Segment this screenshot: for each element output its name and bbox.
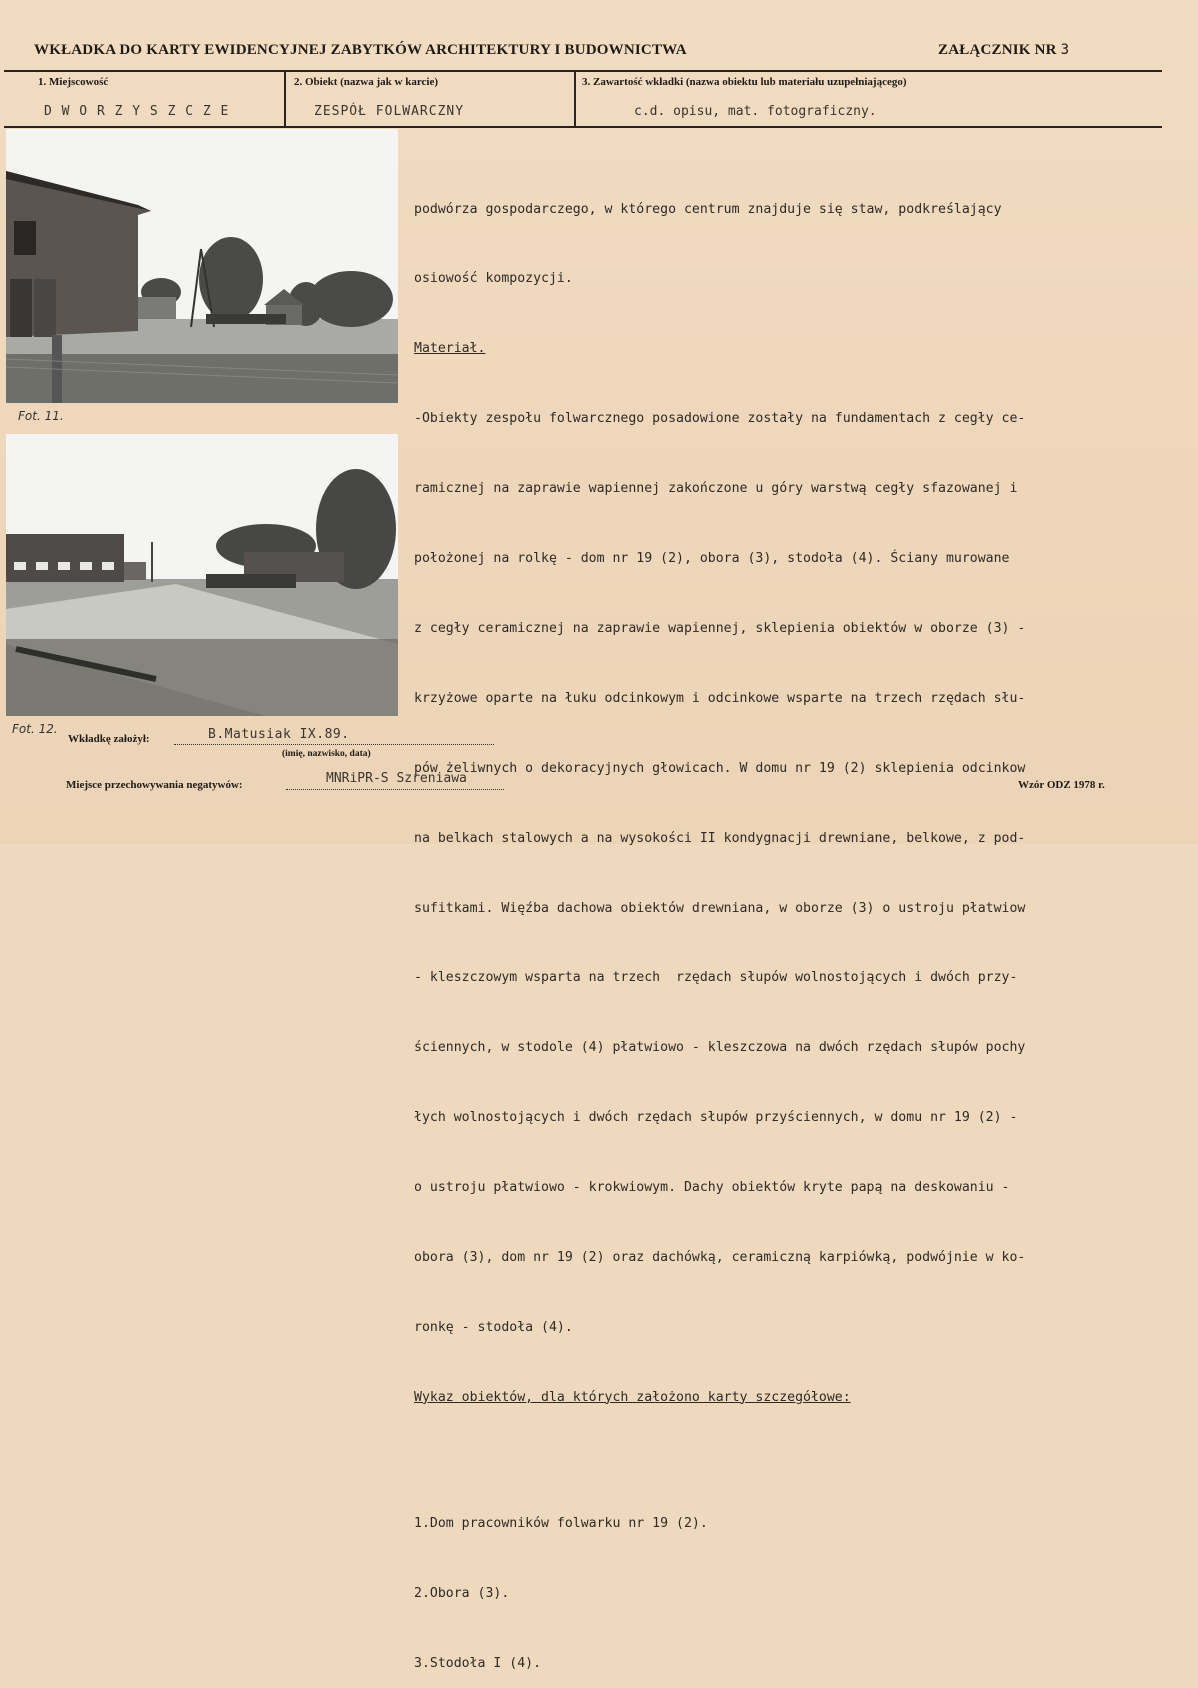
list-item-3: 3.Stodoła I (4). <box>414 1656 542 1671</box>
form-title: WKŁADKA DO KARTY EWIDENCYJNEJ ZABYTKÓW ARCHITEKTURY I BUDOWNICTWA <box>34 42 687 58</box>
photo-farm-building <box>6 129 398 403</box>
material-line-2: ramicznej na zaprawie wapiennej zakończone u góry warstwą cegły sfazowanej i <box>414 481 1018 497</box>
material-heading: Materiał. <box>414 341 486 357</box>
header-bottom-rule <box>4 126 1162 128</box>
content-label: 3. Zawartość wkładki (nazwa obiektu lub materiału uzupełniającego) <box>582 76 907 88</box>
intro-line-1: podwórza gospodarczego, w którego centrum znajduje się staw, podkreślający <box>414 201 1002 217</box>
material-line-13: obora (3), dom nr 19 (2) oraz dachówką, ceramiczną karpiówką, podwójnie w ko- <box>414 1249 1026 1265</box>
attachment-label <box>938 42 1069 59</box>
attachment-number: 3 <box>1060 42 1070 58</box>
material-line-11: łych wolnostojących i dwóch rzędach słupów przyściennych, w domu nr 19 (2) - <box>414 1110 1018 1126</box>
object-value: ZESPÓŁ FOLWARCZNY <box>314 104 465 119</box>
material-line-10: ściennych, w stodole (4) płatwiowo - kleszczowa na dwóch rzędach słupów pochy <box>414 1040 1026 1056</box>
author-label: Wkładkę założył: <box>68 733 150 745</box>
material-line-14: ronkę - stodoła (4). <box>414 1319 573 1335</box>
list-heading: Wykaz obiektów, dla których założono karty szczegółowe: <box>414 1389 851 1405</box>
header-top-rule <box>4 70 1162 72</box>
photo-2-caption: Fot. 12. <box>12 722 58 736</box>
author-value: B.Matusiak IX.89. <box>208 727 350 742</box>
photo-1-caption: Fot. 11. <box>18 409 64 423</box>
content-value: c.d. opisu, mat. fotograficzny. <box>634 104 877 119</box>
material-line-3: położonej na rolkę - dom nr 19 (2), obora (3), stodoła (4). Ściany murowane <box>414 551 1010 567</box>
author-line <box>174 744 494 745</box>
photo-1-image <box>6 129 398 403</box>
material-line-6: pów żeliwnych o dekoracyjnych głowicach. W domu nr 19 (2) sklepienia odcinkow <box>414 760 1026 776</box>
material-line-5: krzyżowe oparte na łuku odcinkowym i odcinkowe wsparte na trzech rzędach słu- <box>414 690 1026 706</box>
field-divider-1 <box>284 70 286 126</box>
form-version: Wzór ODZ 1978 r. <box>1018 779 1105 791</box>
location-value: D W O R Z Y S Z C Z E <box>44 104 230 119</box>
object-label: 2. Obiekt (nazwa jak w karcie) <box>294 76 439 88</box>
material-line-4: z cegły ceramicznej na zaprawie wapiennej, sklepienia obiektów w oborze (3) - <box>414 620 1026 636</box>
attachment-label-text: ZAŁĄCZNIK NR <box>938 42 1057 58</box>
material-line-8: sufitkami. Więźba dachowa obiektów drewniana, w oborze (3) o ustroju płatwiow <box>414 900 1026 916</box>
material-line-12: o ustroju płatwiowo - krokwiowym. Dachy obiektów kryte papą na deskowaniu - <box>414 1180 1010 1196</box>
material-line-7: na belkach stalowych a na wysokości II kondygnacji drewniane, belkowe, z pod- <box>414 830 1026 846</box>
photo-farmyard <box>6 434 398 716</box>
field-divider-2 <box>574 70 576 126</box>
negatives-value: MNRiPR-S Szreniawa <box>326 771 467 786</box>
negatives-label: Miejsce przechowywania negatywów: <box>66 779 243 791</box>
location-label: 1. Miejscowość <box>38 76 109 88</box>
intro-line-2: osiowość kompozycji. <box>414 271 573 287</box>
material-line-9: - kleszczowym wsparta na trzech rzędach słupów wolnostojących i dwóch przy- <box>414 970 1018 986</box>
list-item-1: 1.Dom pracowników folwarku nr 19 (2). <box>414 1516 708 1532</box>
list-item-2: 2.Obora (3). <box>414 1586 510 1602</box>
material-line-1: -Obiekty zespołu folwarcznego posadowione zostały na fundamentach z cegły ce- <box>414 411 1026 427</box>
author-sub-label: (imię, nazwisko, data) <box>282 749 371 759</box>
photo-2-image <box>6 434 398 716</box>
negatives-line <box>286 789 504 790</box>
description-body <box>414 151 1184 1688</box>
